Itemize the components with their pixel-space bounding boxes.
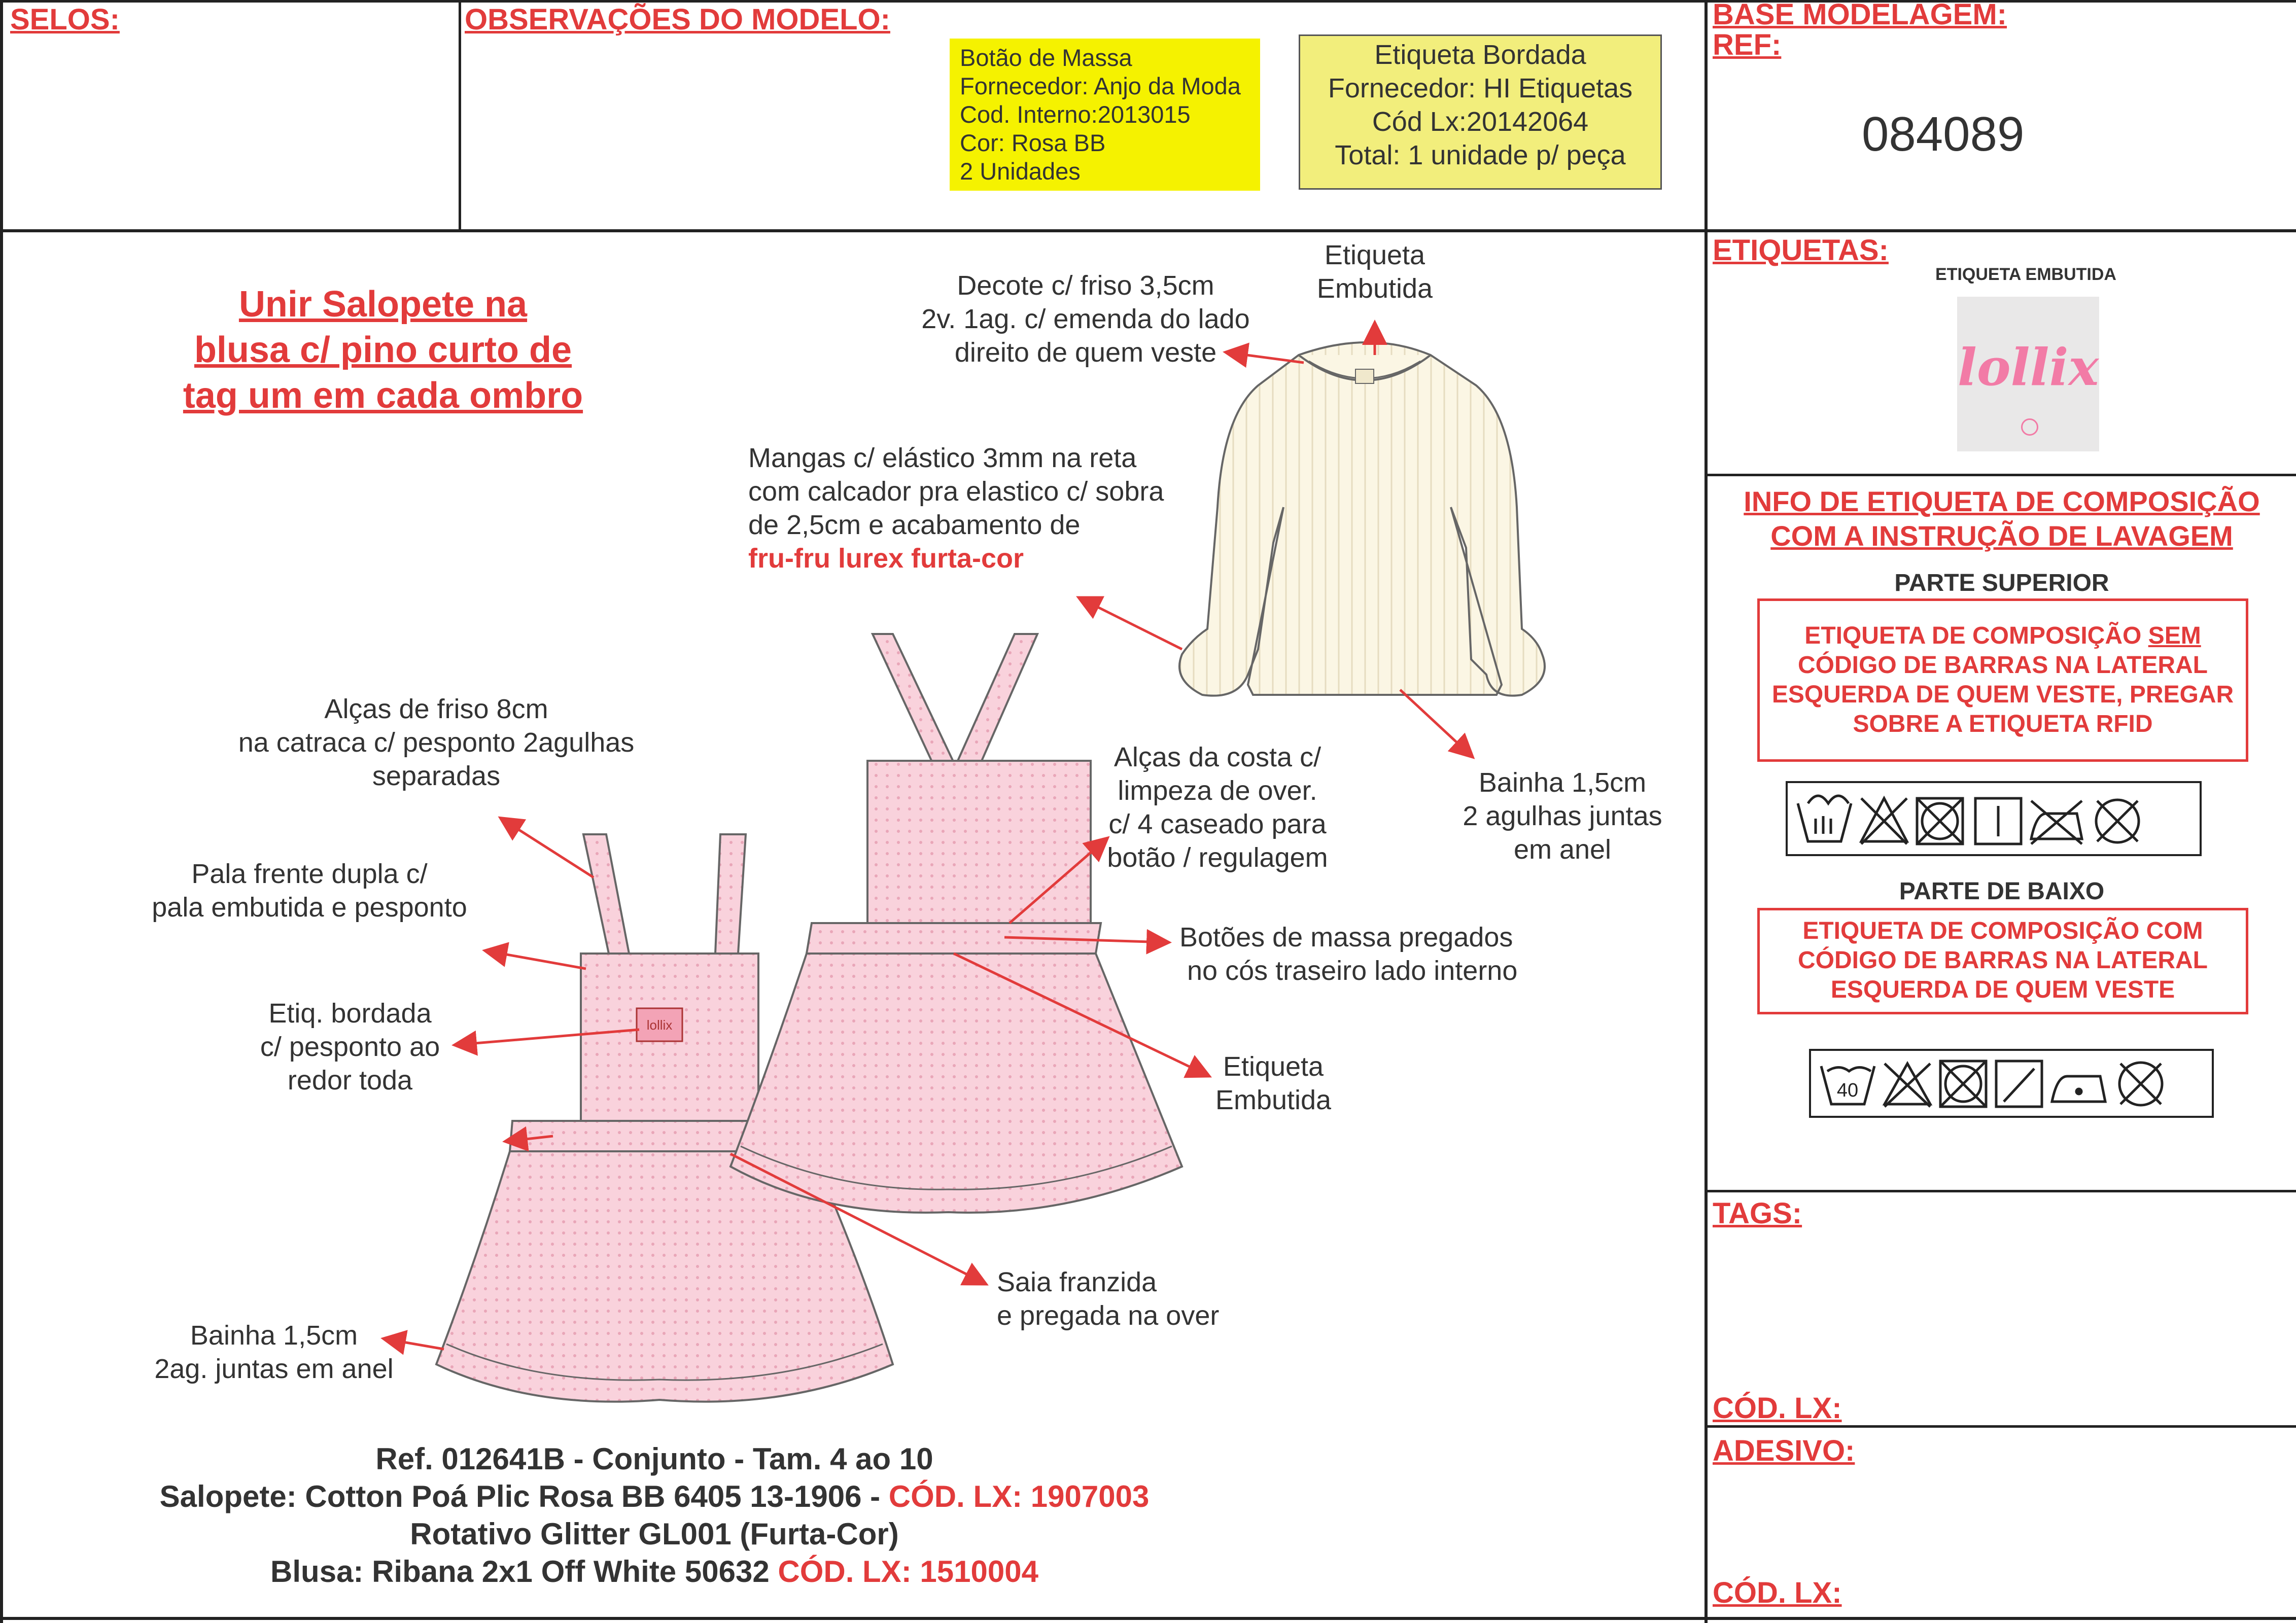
baixo-line: ESQUERDA DE QUEM VESTE xyxy=(1830,976,2175,1003)
parte-baixo-label: PARTE DE BAIXO xyxy=(1899,878,2105,905)
parte-superior-label: PARTE SUPERIOR xyxy=(1894,570,2109,596)
note-line: Etiq. bordada xyxy=(268,998,432,1029)
spec-block xyxy=(0,1440,1309,1591)
spec-ref-line: Ref. 012641B - Conjunto - Tam. 4 ao 10 xyxy=(375,1442,933,1476)
spec-blusa-cod: CÓD. LX: 1510004 xyxy=(778,1555,1038,1589)
note-line: de 2,5cm e acabamento de xyxy=(748,510,1081,540)
note-line: Saia franzida xyxy=(997,1267,1157,1297)
spec-salopete-text: Salopete: Cotton Poá Plic Rosa BB 6405 13-1906 - xyxy=(159,1479,889,1513)
note-bainha-saia xyxy=(147,1319,401,1386)
cod-lx-label-adesivo: CÓD. LX: xyxy=(1713,1576,1842,1609)
botao-line: Fornecedor: Anjo da Moda xyxy=(960,73,1241,99)
etiqueta-line: Cód Lx:20142064 xyxy=(1372,107,1589,137)
note-etiqueta-embutida-top xyxy=(1294,238,1456,305)
note-line: Pala frente dupla c/ xyxy=(191,859,428,889)
no-tumble-dry-icon xyxy=(1917,798,1963,844)
note-line: e pregada na over xyxy=(997,1300,1220,1331)
note-decote xyxy=(873,269,1299,369)
note-line: botão / regulagem xyxy=(1107,842,1328,873)
wash-40-icon xyxy=(1821,1066,1874,1104)
lollix-logo-circle xyxy=(2021,418,2038,436)
spec-rotativo-line: Rotativo Glitter GL001 (Furta-Cor) xyxy=(410,1517,899,1551)
info-title xyxy=(1708,484,2296,553)
svg-text:40: 40 xyxy=(1836,1080,1859,1101)
ref-value: 084089 xyxy=(1862,107,2025,161)
note-line: Bainha 1,5cm xyxy=(190,1320,358,1351)
note-botoes xyxy=(1179,921,1517,987)
no-dry-clean-icon xyxy=(2119,1063,2162,1105)
note-line: c/ pesponto ao xyxy=(260,1032,440,1062)
baixo-line: CÓDIGO DE BARRAS NA LATERAL xyxy=(1798,947,2208,974)
no-bleach-icon xyxy=(1885,1064,1930,1107)
spec-blusa-line xyxy=(0,1553,1309,1591)
botao-line: Botão de Massa xyxy=(960,44,1132,71)
superior-line: SOBRE A ETIQUETA RFID xyxy=(1853,711,2153,737)
front-label-logo: lollix xyxy=(646,1017,673,1033)
lollix-logo-text: lollix xyxy=(1957,337,2099,397)
note-line: Etiqueta xyxy=(1223,1051,1324,1082)
note-line: Etiqueta xyxy=(1324,240,1425,270)
note-pala xyxy=(127,857,492,924)
superior-line: ESQUERDA DE QUEM VESTE, PREGAR xyxy=(1771,681,2234,708)
note-line: Botões de massa pregados xyxy=(1179,922,1513,952)
note-line: c/ 4 caseado para xyxy=(1108,809,1327,839)
note-alcas-friso xyxy=(203,692,670,793)
note-line: no cós traseiro lado interno xyxy=(1187,956,1518,986)
sidebar-line-2 xyxy=(1704,1190,2296,1192)
tags-label: TAGS: xyxy=(1713,1197,1802,1230)
no-dry-clean-icon xyxy=(2096,800,2139,842)
ref-label: REF: xyxy=(1713,28,1782,61)
note-line: limpeza de over. xyxy=(1118,775,1317,806)
etiqueta-line: Total: 1 unidade p/ peça xyxy=(1335,140,1626,170)
iron-low-icon xyxy=(2052,1076,2105,1102)
note-line: com calcador pra elastico c/ sobra xyxy=(748,476,1164,507)
note-etiq-bordada xyxy=(238,997,462,1097)
drip-dry-icon xyxy=(1996,1061,2042,1107)
observacoes-label: OBSERVAÇÕES DO MODELO: xyxy=(465,3,890,36)
base-modelagem-label: BASE MODELAGEM: xyxy=(1713,0,2007,31)
spec-salopete-cod: CÓD. LX: 1907003 xyxy=(888,1479,1150,1513)
note-line: pala embutida e pesponto xyxy=(152,892,467,923)
note-line: em anel xyxy=(1513,834,1612,865)
care-symbols-superior xyxy=(1786,781,2202,856)
superior-line-1: ETIQUETA DE COMPOSIÇÃO SEM xyxy=(1804,622,2201,649)
note-etiqueta-embutida-saia xyxy=(1197,1050,1349,1117)
note-line: separadas xyxy=(372,761,501,791)
note-line: Decote c/ friso 3,5cm xyxy=(957,270,1214,301)
no-iron-icon xyxy=(2031,801,2082,844)
selos-label: SELOS: xyxy=(10,3,120,36)
cod-lx-label-tags: CÓD. LX: xyxy=(1713,1392,1842,1425)
spec-blusa-text: Blusa: Ribana 2x1 Off White 50632 xyxy=(270,1555,778,1589)
instruction-line: blusa c/ pino curto de xyxy=(194,330,572,370)
blouse-drawing xyxy=(1179,342,1545,696)
botao-line: Cor: Rosa BB xyxy=(960,129,1106,156)
note-line: Mangas c/ elástico 3mm na reta xyxy=(748,443,1137,473)
baixo-info-box xyxy=(1757,908,2248,1014)
note-line: Alças da costa c/ xyxy=(1114,742,1321,772)
etiqueta-embutida-label: ETIQUETA EMBUTIDA xyxy=(1935,265,2116,284)
note-line-red: fru-fru lurex furta-cor xyxy=(748,543,1024,574)
etiqueta-line: Fornecedor: HI Etiquetas xyxy=(1328,73,1633,103)
note-line: Bainha 1,5cm xyxy=(1478,767,1647,798)
botao-line: 2 Unidades xyxy=(960,158,1081,185)
sidebar-line-3 xyxy=(1704,1425,2296,1428)
note-line: redor toda xyxy=(287,1065,413,1096)
care-symbols-baixo xyxy=(1809,1049,2214,1118)
spec-salopete-line xyxy=(0,1478,1309,1515)
no-bleach-icon xyxy=(1861,798,1907,844)
note-line: Alças de friso 8cm xyxy=(324,694,548,724)
info-title-line: INFO DE ETIQUETA DE COMPOSIÇÃO xyxy=(1744,485,2260,517)
note-line: Embutida xyxy=(1316,273,1433,304)
care-symbols-superior-svg xyxy=(1788,783,2200,854)
etiquetas-label: ETIQUETAS: xyxy=(1713,234,1889,267)
note-line: na catraca c/ pesponto 2agulhas xyxy=(238,727,635,758)
baixo-line: ETIQUETA DE COMPOSIÇÃO COM xyxy=(1802,918,2203,944)
sidebar-divider xyxy=(1704,0,1708,1623)
note-line: 2v. 1ag. c/ emenda do lado xyxy=(921,304,1250,334)
hand-wash-icon xyxy=(1798,796,1851,841)
etiqueta-line: Etiqueta Bordada xyxy=(1374,40,1586,70)
note-line: 2ag. juntas em anel xyxy=(154,1354,394,1384)
lollix-logo xyxy=(1957,297,2099,451)
note-line: Embutida xyxy=(1215,1085,1332,1115)
note-line: 2 agulhas juntas xyxy=(1463,801,1662,831)
superior-info-box xyxy=(1757,598,2248,762)
botao-line: Cod. Interno:2013015 xyxy=(960,101,1191,128)
care-symbols-baixo-svg xyxy=(1811,1051,2212,1116)
superior-line: CÓDIGO DE BARRAS NA LATERAL xyxy=(1798,652,2208,679)
sidebar-line-1 xyxy=(1704,474,2296,476)
note-line: direito de quem veste xyxy=(954,337,1217,368)
instruction-line: Unir Salopete na xyxy=(238,284,528,325)
no-tumble-dry-icon xyxy=(1940,1061,1986,1107)
note-alcas-costa xyxy=(1101,740,1334,874)
instruction-line: tag um em cada ombro xyxy=(183,375,583,416)
note-mangas xyxy=(748,441,1164,575)
back-overall-drawing xyxy=(730,634,1182,1213)
line-dry-icon xyxy=(1975,798,2021,844)
info-title-line: COM A INSTRUÇÃO DE LAVAGEM xyxy=(1770,520,2233,552)
note-saia xyxy=(997,1265,1219,1332)
adesivo-label: ADESIVO: xyxy=(1713,1434,1855,1467)
note-bainha-blusa xyxy=(1436,766,1689,866)
